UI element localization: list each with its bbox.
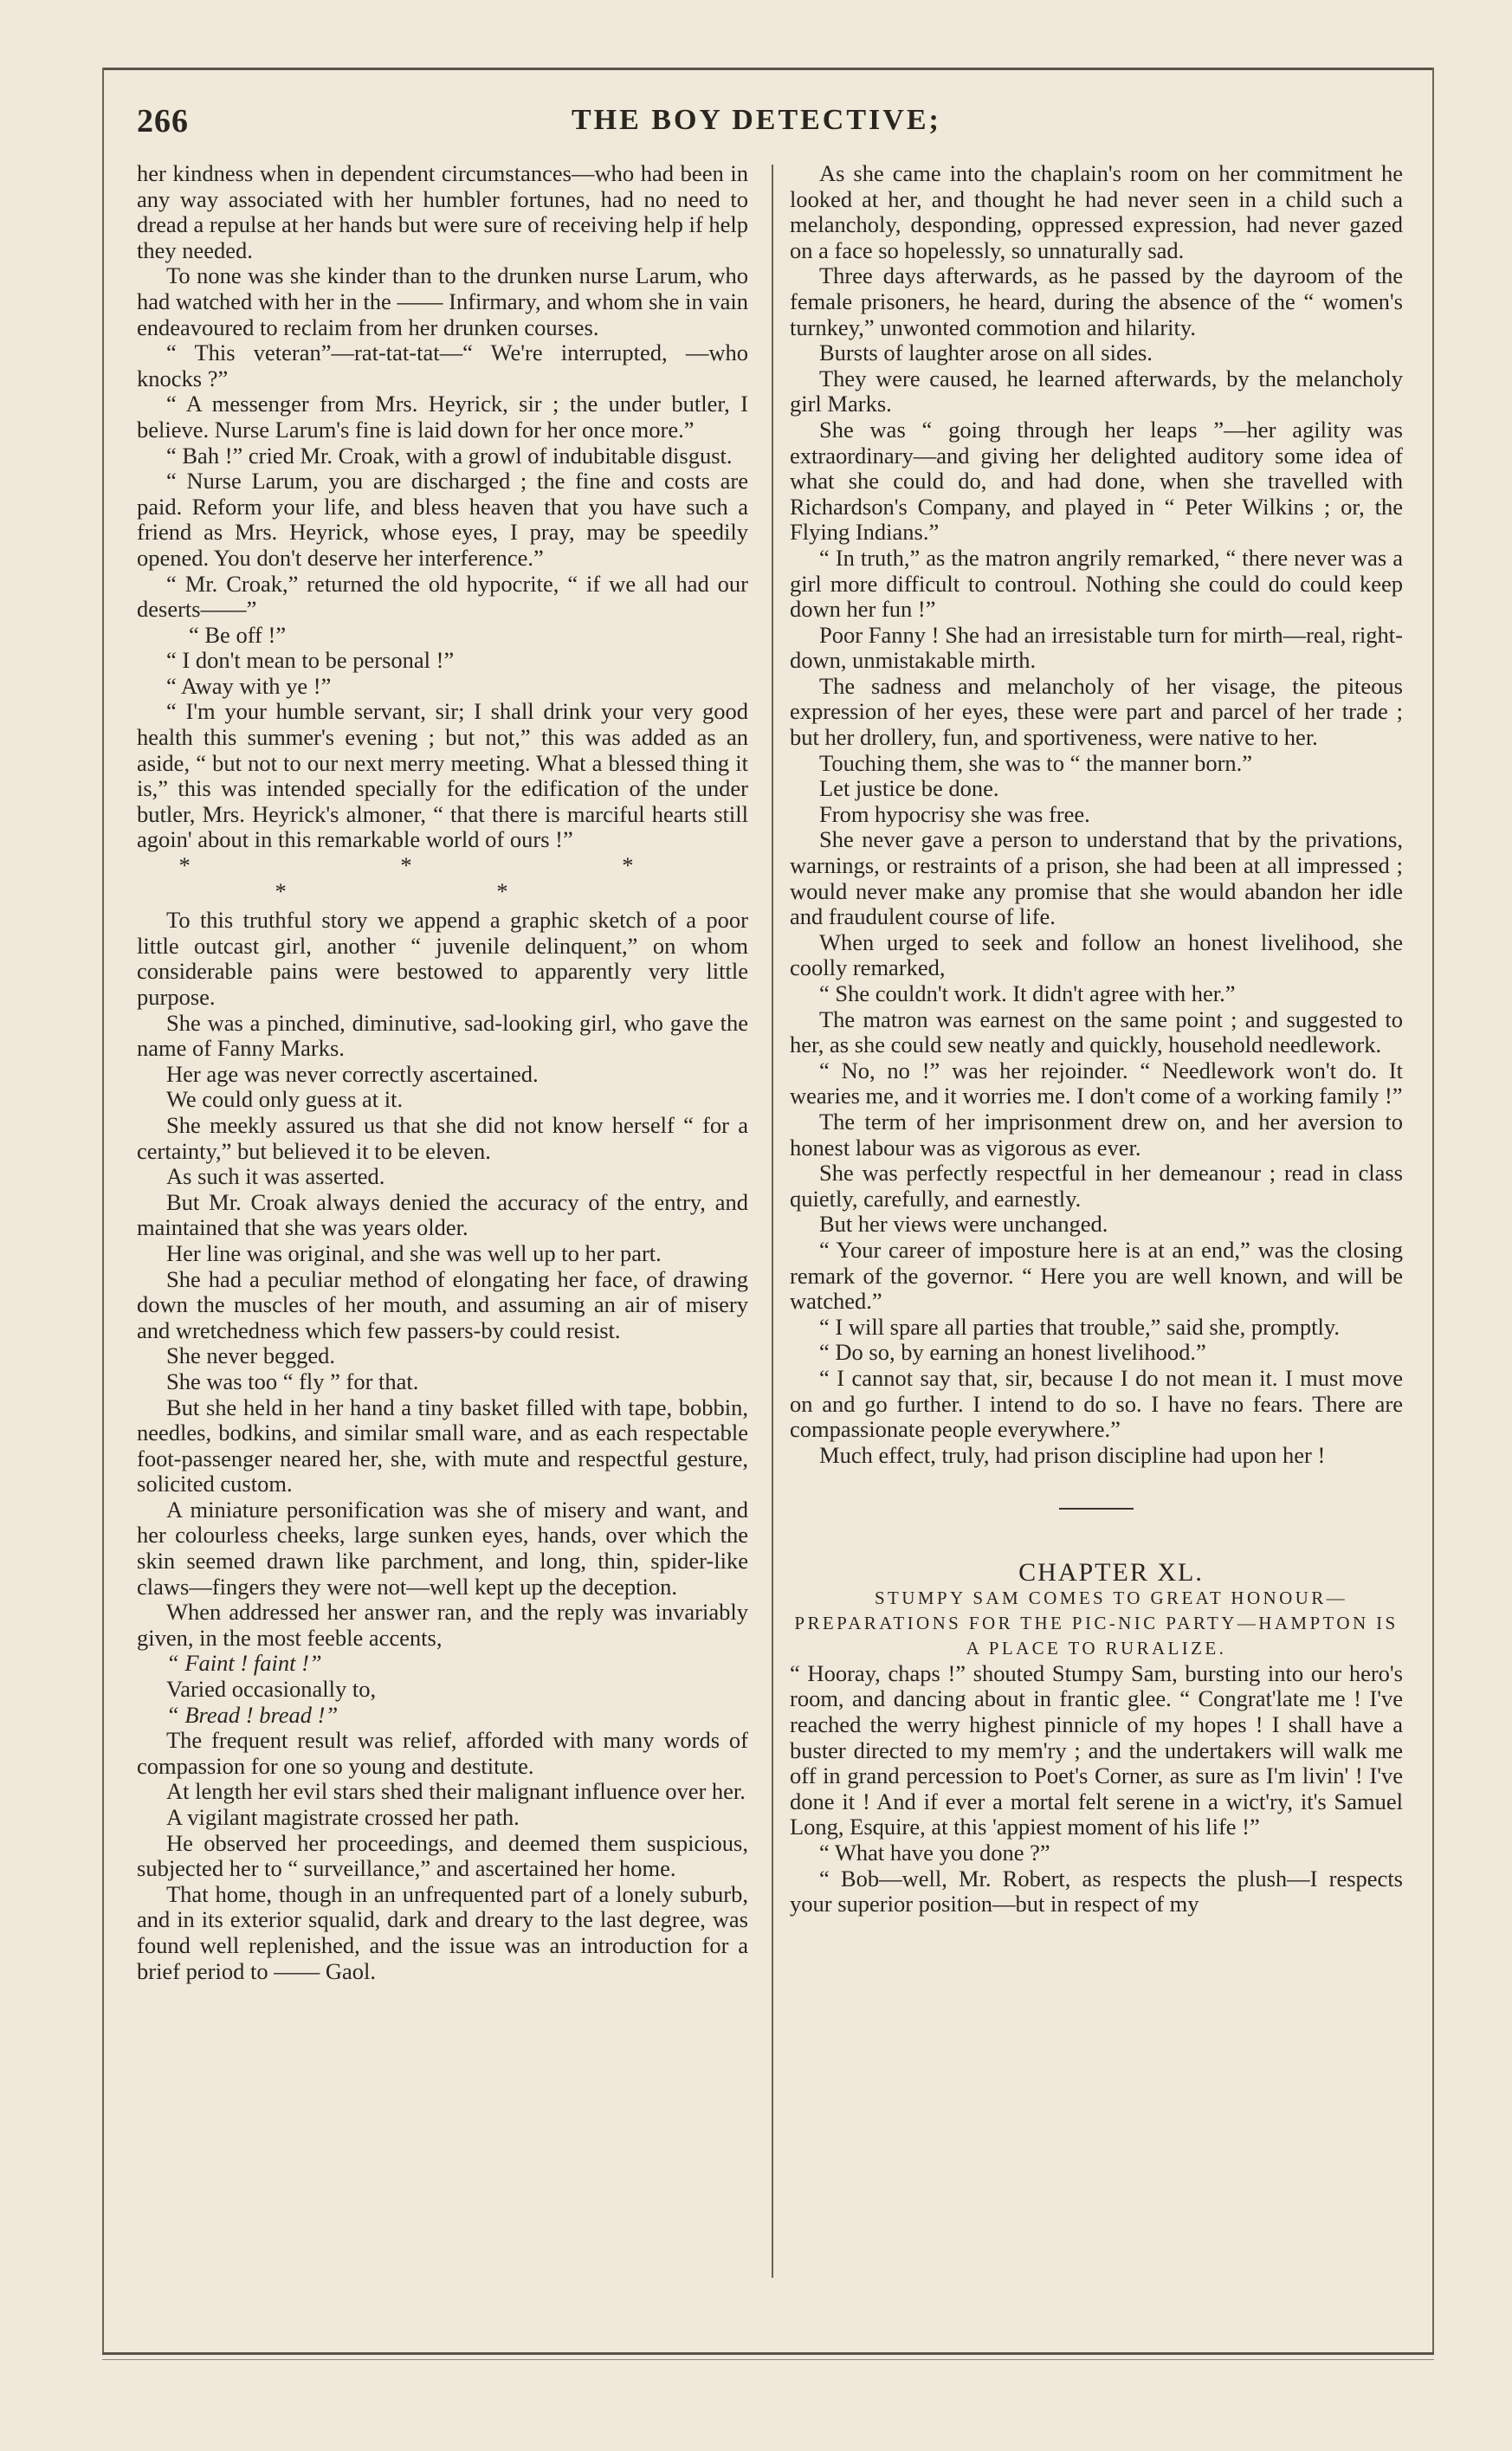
paragraph: She never begged. (166, 1342, 335, 1369)
paragraph: “ Away with ye !” (166, 672, 332, 699)
paragraph: Much effect, truly, had prison discipline had upon her ! (819, 1441, 1326, 1468)
paragraph: “ I'm your humble servant, sir; I shall drink your very good health this summer's evening ; but not,” this was added as an aside, “ but not to our next merry meeting. What a blessed thing it is,” this was intended specially for the edification of the under butler, Mrs. Heyrick's almoner, “ that there is marciful hearts still agoin' about in this remarkable world of ours !” (137, 698, 748, 853)
paragraph: She was perfectly respectful in her demeanour ; read in class quietly, carefully, and earnestly. (790, 1160, 1403, 1212)
paragraph: When urged to seek and follow an honest livelihood, she coolly remarked, (790, 928, 1403, 981)
paragraph: She never gave a person to understand that by the privations, warnings, or restraints of a prison, she had been at all impressed ; would never make any promise that she would abandon her idle and fraudulent course of life. (790, 826, 1403, 930)
paragraph: “ Bob—well, Mr. Robert, as respects the plush—I respects your superior position—but in respect of my (790, 1865, 1403, 1917)
page-frame-bottom-thin (102, 2359, 1434, 2360)
paragraph: When addressed her answer ran, and the reply was invariably given, in the most feeble accents, (137, 1599, 748, 1651)
paragraph: She had a peculiar method of elongating her face, of drawing down the muscles of her mouth, and assuming an air of misery and wretchedness which few passers-by could resist. (137, 1265, 748, 1343)
right-column (790, 161, 1403, 1917)
chapter-separator-rule (1059, 1508, 1134, 1510)
chapter-title: CHAPTER XL. (1018, 1558, 1204, 1588)
paragraph: At length her evil stars shed their malignant influence over her. (166, 1778, 746, 1805)
column-divider (772, 165, 773, 2278)
paragraph: The matron was earnest on the same point ; and suggested to her, as she could sew neatly and quickly, household needlework. (790, 1006, 1403, 1058)
page-number: 266 (137, 103, 189, 139)
paragraph: “ What have you done ?” (819, 1840, 1050, 1866)
paragraph: Varied occasionally to, (166, 1676, 377, 1703)
paragraph: From hypocrisy she was free. (819, 800, 1090, 827)
paragraph: “ A messenger from Mrs. Heyrick, sir ; the under butler, I believe. Nurse Larum's fine is laid down for her once more.” (137, 391, 748, 443)
paragraph: Touching them, she was to “ the manner born.” (819, 749, 1253, 776)
paragraph: The term of her imprisonment drew on, and her aversion to honest labour was as vigorous as ever. (790, 1108, 1403, 1161)
paragraph: “ Your career of imposture here is at an end,” was the closing remark of the governor. “ Here you are well known, and will be watched.” (790, 1236, 1403, 1315)
paragraph: “ In truth,” as the matron angrily remarked, “ there never was a girl more difficult to controul. Nothing she could do could keep down her fun !” (790, 544, 1403, 623)
paragraph: She was “ going through her leaps ”—her agility was extraordinary—and giving her delighted auditory some idea of what she could do, and had done, when she travelled with Richardson's Company, and played in “ Peter Wilkins ; or, the Flying Indians.” (790, 416, 1403, 546)
paragraph: He observed her proceedings, and deemed them suspicious, subjected her to “ surveillance,” and ascertained her home. (137, 1829, 748, 1882)
paragraph: “ I cannot say that, sir, because I do not mean it. I must move on and go further. I intend to do so. I have no fears. There are compassionate people everywhere.” (790, 1364, 1403, 1443)
paragraph: To this truthful story we append a graphic sketch of a poor little outcast girl, another “ juvenile delinquent,” on whom considerable pains were bestowed to apparently very little purpose. (137, 907, 748, 1010)
paragraph: We could only guess at it. (166, 1086, 404, 1113)
running-title: THE BOY DETECTIVE; (572, 104, 941, 136)
section-break-stars: * * * * * (178, 852, 736, 904)
paragraph: Poor Fanny ! She had an irresistable turn for mirth—real, right-down, unmistakable mirth. (790, 621, 1403, 674)
chapter-subtitle: STUMPY SAM COMES TO GREAT HONOUR—PREPARATIONS FOR THE PIC-NIC PARTY—HAMPTON IS A PLACE TO RURALIZE. (794, 1587, 1399, 1659)
paragraph: “ I don't mean to be personal !” (166, 647, 455, 674)
paragraph: As such it was asserted. (166, 1163, 385, 1190)
paragraph: “ Bah !” cried Mr. Croak, with a growl of indubitable disgust. (166, 442, 733, 469)
paragraph: Let justice be done. (819, 775, 999, 802)
paragraph: Her line was original, and she was well up to her part. (166, 1239, 662, 1266)
paragraph: her kindness when in dependent circumstances—who had been in any way associated with her humbler fortunes, had no need to dread a repulse at her hands but were sure of receiving help if help they needed. (137, 160, 748, 263)
page-frame-bottom (102, 2352, 1434, 2355)
paragraph: They were caused, he learned afterwards, by the melancholy girl Marks. (790, 365, 1403, 417)
paragraph: “ No, no !” was her rejoinder. “ Needlework won't do. It wearies me, and it worries me. I don't come of a working family !” (790, 1057, 1403, 1109)
paragraph: But her views were unchanged. (819, 1211, 1108, 1238)
paragraph: “ Bread ! bread !” (166, 1701, 339, 1728)
paragraph: A miniature personification was she of misery and want, and her colourless cheeks, large sunken eyes, hands, over which the skin seemed drawn like parchment, and long, thin, spider-like claws—fingers they were not—well kept up the deception. (137, 1496, 748, 1600)
paragraph: “ Do so, by earning an honest livelihood.” (819, 1339, 1206, 1366)
left-column (137, 161, 748, 1984)
paragraph: “ Hooray, chaps !” shouted Stumpy Sam, bursting into our hero's room, and dancing about in frantic glee. “ Congrat'late me ! I've reached the werry highest pinnicle of my hopes ! I shall have a buster directed to my mem'ry ; and the undertakers will walk me off in grand percession to Poet's Corner, as sure as I'm livin' ! I've done it ! And if ever a mortal felt serene in a wict'ry, it's Samuel Long, Esquire, at this 'appiest moment of his life !” (790, 1659, 1403, 1840)
paragraph: The frequent result was relief, afforded with many words of compassion for one so young and destitute. (137, 1727, 748, 1779)
paragraph: She meekly assured us that she did not know herself “ for a certainty,” but believed it to be eleven. (137, 1111, 748, 1164)
paragraph: “ Nurse Larum, you are discharged ; the fine and costs are paid. Reform your life, and bless heaven that you have such a friend as Mrs. Heyrick, whose eyes, I pray, may be speedily opened. You don't deserve her interference.” (137, 468, 748, 571)
paragraph: “ This veteran”—rat-tat-tat—“ We're interrupted, —who knocks ?” (137, 340, 748, 391)
page-frame-top (102, 68, 1434, 70)
paragraph: She was a pinched, diminutive, sad-looking girl, who gave the name of Fanny Marks. (137, 1009, 748, 1062)
paragraph: But she held in her hand a tiny basket filled with tape, bobbin, needles, bodkins, and similar small ware, and as each respectable foot-passenger neared her, she, with mute and respectful gesture, solicited custom. (137, 1394, 748, 1497)
paragraph: As she came into the chaplain's room on her commitment he looked at her, and thought he had never seen in a child such a melancholy, desponding, oppressed expression, had never gazed on a face so hopelessly, so unnaturally sad. (790, 160, 1403, 263)
paragraph: The sadness and melancholy of her visage, the piteous expression of her eyes, these were part and parcel of her trade ; but her drollery, fun, and sportiveness, were native to her. (790, 672, 1403, 751)
paragraph: A vigilant magistrate crossed her path. (166, 1804, 520, 1830)
paragraph: “ Faint ! faint !” (166, 1650, 322, 1677)
paragraph: Bursts of laughter arose on all sides. (819, 340, 1153, 366)
paragraph: “ Be off !” (189, 621, 287, 648)
page-frame-right (1432, 68, 1434, 2354)
paragraph: Three days afterwards, as he passed by the dayroom of the female prisoners, he heard, during the absence of the “ women's turnkey,” unwonted commotion and hilarity. (790, 262, 1403, 340)
paragraph: Her age was never correctly ascertained. (166, 1060, 539, 1087)
paragraph: “ I will spare all parties that trouble,” said she, promptly. (819, 1313, 1340, 1340)
paragraph: She was too “ fly ” for that. (166, 1368, 419, 1394)
paragraph: To none was she kinder than to the drunken nurse Larum, who had watched with her in the —— Infirmary, and whom she in vain endeavoured to reclaim from her drunken courses. (137, 262, 748, 340)
paragraph: But Mr. Croak always denied the accuracy of the entry, and maintained that she was years older. (137, 1188, 748, 1241)
paragraph: “ Mr. Croak,” returned the old hypocrite, “ if we all had our deserts——” (137, 570, 748, 623)
page-frame-left (102, 68, 104, 2354)
paragraph: That home, though in an unfrequented part of a lonely suburb, and in its exterior squalid, dark and dreary to the last degree, was found well replenished, and the issue was an introduction for a brief period to —— Gaol. (137, 1880, 748, 1984)
paragraph: “ She couldn't work. It didn't agree with her.” (819, 980, 1236, 1006)
